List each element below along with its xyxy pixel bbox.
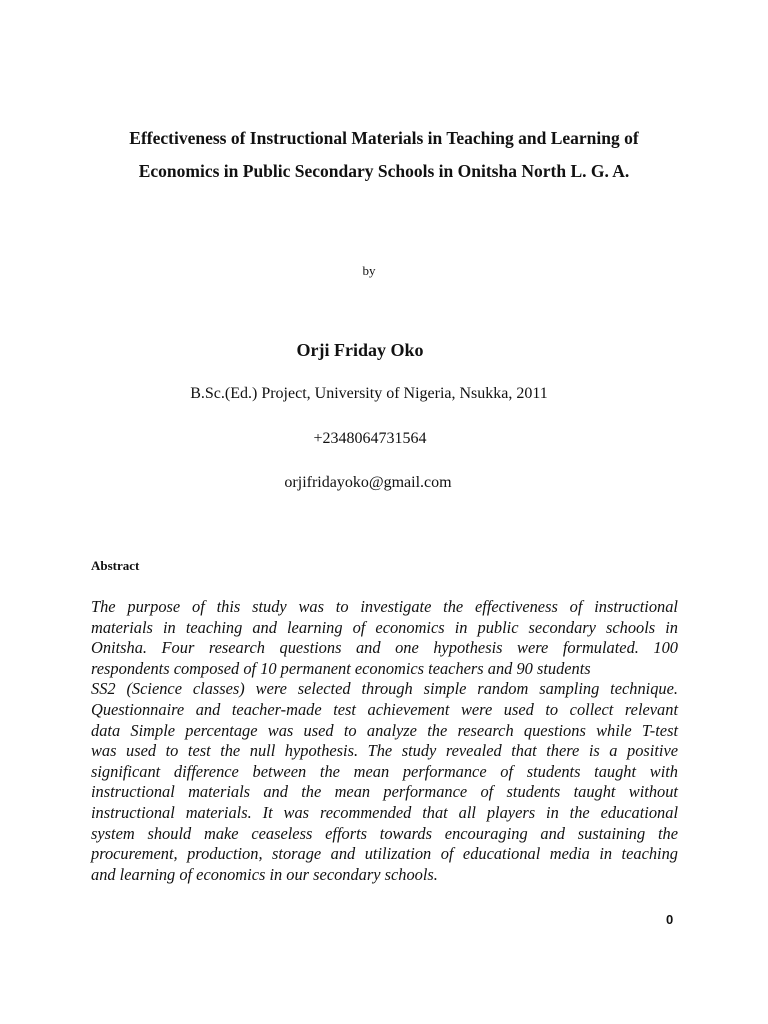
abstract-line: was used to test the null hypothesis. The study revealed that there is a positive: [91, 741, 678, 761]
page-number: 0: [666, 912, 674, 927]
abstract-line: data Simple percentage was used to analyze the research questions while T-test: [91, 720, 678, 740]
author-name: Orji Friday Oko: [296, 340, 424, 360]
abstract-line: respondents composed of 10 permanent economics teachers and 90 students: [91, 658, 591, 678]
abstract-line: SS2 (Science classes) were selected through simple random sampling technique.: [91, 679, 678, 699]
document-title: [40, 122, 728, 188]
abstract-line: significant difference between the mean performance of students taught with: [91, 761, 678, 781]
abstract-text: [91, 597, 678, 885]
title-line: Effectiveness of Instructional Materials in Teaching and Learning of: [129, 128, 639, 148]
abstract-line: instructional materials and the mean performance of students taught without: [91, 782, 678, 802]
abstract-line: system should make ceaseless efforts towards encouraging and sustaining the: [91, 823, 678, 843]
abstract-line: materials in teaching and learning of economics in public secondary schools in: [91, 617, 678, 637]
abstract-line: instructional materials. It was recommended that all players in the educational: [91, 802, 678, 822]
email-address: orjifridayoko@gmail.com: [284, 474, 452, 491]
title-line: Economics in Public Secondary Schools in Onitsha North L. G. A.: [138, 161, 630, 181]
by-label: by: [362, 263, 376, 278]
abstract-line: and learning of economics in our secondary schools.: [91, 864, 438, 884]
abstract-heading: Abstract: [91, 558, 140, 573]
affiliation: B.Sc.(Ed.) Project, University of Nigeria, Nsukka, 2011: [190, 385, 548, 402]
abstract-line: The purpose of this study was to investigate the effectiveness of instructional: [91, 597, 678, 616]
abstract-line: Onitsha. Four research questions and one hypothesis were formulated. 100: [91, 638, 678, 658]
abstract-line: procurement, production, storage and utilization of educational media in teaching: [91, 844, 678, 864]
abstract-line: Questionnaire and teacher-made test achievement were used to collect relevant: [91, 699, 678, 719]
phone-number: +2348064731564: [313, 430, 427, 447]
